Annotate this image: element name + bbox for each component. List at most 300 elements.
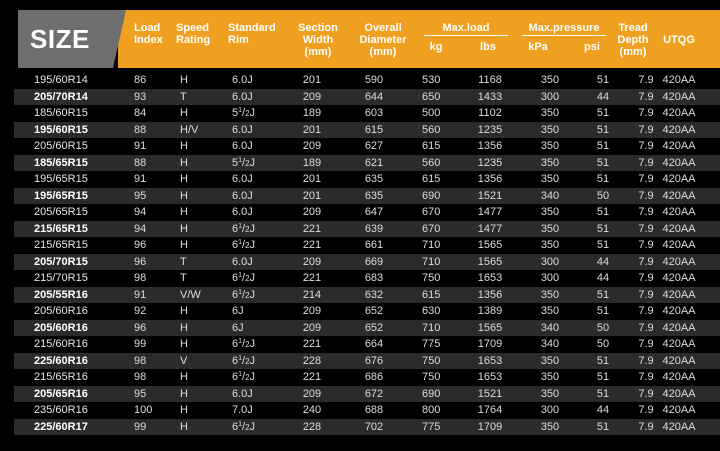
cell-kpa: 350 xyxy=(540,239,560,251)
cell-psi: 51 xyxy=(596,239,610,251)
cell-lbs: 1235 xyxy=(477,156,503,169)
cell-diameter: 683 xyxy=(364,272,384,284)
cell-lbs: 1477 xyxy=(477,206,503,218)
cell-kpa: 350 xyxy=(540,123,560,136)
cell-size: 195/60R14 xyxy=(34,74,88,86)
cell-width: 240 xyxy=(302,404,322,416)
cell-size: 205/60R16 xyxy=(34,305,88,317)
cell-size: 185/65R15 xyxy=(34,156,88,169)
cell-kg: 500 xyxy=(422,107,441,119)
cell-diameter: 676 xyxy=(364,354,384,367)
cell-kpa: 300 xyxy=(540,404,560,416)
cell-diameter: 672 xyxy=(364,387,384,400)
table-row xyxy=(14,237,720,254)
cell-utqg: 420AA xyxy=(662,206,696,218)
cell-utqg: 420AA xyxy=(662,305,696,317)
cell-utqg: 420AA xyxy=(662,338,696,350)
cell-size: 205/60R16 xyxy=(34,321,88,334)
cell-load: 96 xyxy=(134,321,147,334)
table-row xyxy=(14,188,720,205)
cell-size: 215/65R15 xyxy=(34,222,88,235)
cell-kpa: 340 xyxy=(540,189,560,202)
cell-utqg: 420AA xyxy=(662,140,696,152)
cell-load: 94 xyxy=(134,222,147,235)
cell-lbs: 1565 xyxy=(477,239,503,251)
cell-utqg: 420AA xyxy=(662,387,696,400)
cell-kg: 710 xyxy=(422,239,441,251)
cell-rim: 6J xyxy=(232,321,244,334)
cell-kpa: 340 xyxy=(540,321,560,334)
cell-rim: $6^1/2J$ xyxy=(232,420,256,433)
cell-psi: 51 xyxy=(596,387,610,400)
cell-tread: 7.9 xyxy=(638,156,654,169)
cell-tread: 7.9 xyxy=(638,272,654,284)
table-row xyxy=(14,221,720,238)
header-tread-depth: Tread Depth (mm) xyxy=(617,22,649,58)
cell-tread: 7.9 xyxy=(638,123,654,136)
table-row xyxy=(14,320,720,337)
cell-width: 228 xyxy=(302,354,322,367)
cell-diameter: 688 xyxy=(364,404,384,416)
cell-diameter: 621 xyxy=(364,156,384,169)
cell-size: 215/60R16 xyxy=(34,338,88,350)
cell-width: 209 xyxy=(302,387,322,400)
cell-utqg: 420AA xyxy=(662,255,696,268)
cell-psi: 51 xyxy=(596,140,610,152)
cell-rim: $6^1/2J$ xyxy=(232,338,256,350)
cell-lbs: 1653 xyxy=(477,354,503,367)
cell-kg: 670 xyxy=(422,222,441,235)
table-row xyxy=(14,336,720,353)
cell-rim: $5^1/2J$ xyxy=(232,107,256,119)
cell-kg: 530 xyxy=(422,74,441,86)
cell-kpa: 340 xyxy=(540,338,560,350)
table-row xyxy=(14,171,720,188)
cell-lbs: 1709 xyxy=(477,338,503,350)
cell-psi: 50 xyxy=(596,189,610,202)
cell-kpa: 350 xyxy=(540,305,560,317)
cell-rim: 6.0J xyxy=(232,173,253,185)
cell-rim: 6.0J xyxy=(232,189,253,202)
cell-kg: 710 xyxy=(422,255,441,268)
cell-diameter: 652 xyxy=(364,321,384,334)
cell-speed: H xyxy=(180,420,188,433)
cell-width: 214 xyxy=(302,288,322,301)
cell-utqg: 420AA xyxy=(662,272,696,284)
cell-load: 86 xyxy=(134,74,147,86)
table-row xyxy=(14,155,720,172)
cell-kg: 615 xyxy=(422,173,441,185)
cell-utqg: 420AA xyxy=(662,420,696,433)
cell-size: 205/60R15 xyxy=(34,140,88,152)
cell-speed: H xyxy=(180,338,188,350)
cell-kg: 750 xyxy=(422,272,441,284)
table-row xyxy=(14,353,720,370)
cell-tread: 7.9 xyxy=(638,387,654,400)
cell-diameter: 627 xyxy=(364,140,384,152)
cell-size: 205/65R16 xyxy=(34,387,88,400)
table-row xyxy=(14,138,720,155)
cell-kpa: 350 xyxy=(540,288,560,301)
cell-tread: 7.9 xyxy=(638,107,654,119)
cell-lbs: 1565 xyxy=(477,255,503,268)
cell-kg: 630 xyxy=(422,305,441,317)
cell-width: 189 xyxy=(302,107,322,119)
cell-diameter: 644 xyxy=(364,90,384,103)
cell-speed: H xyxy=(180,140,188,152)
cell-kpa: 350 xyxy=(540,420,560,433)
cell-rim: $6^1/2J$ xyxy=(232,239,256,251)
table-row xyxy=(14,72,720,89)
cell-diameter: 702 xyxy=(364,420,384,433)
cell-load: 91 xyxy=(134,173,147,185)
cell-size: 195/60R15 xyxy=(34,123,88,136)
table-row xyxy=(14,303,720,320)
cell-utqg: 420AA xyxy=(662,354,696,367)
cell-tread: 7.9 xyxy=(638,255,654,268)
cell-kpa: 350 xyxy=(540,173,560,185)
table-row xyxy=(14,254,720,271)
cell-width: 221 xyxy=(302,222,322,235)
cell-kg: 775 xyxy=(422,338,441,350)
cell-psi: 51 xyxy=(596,123,610,136)
cell-utqg: 420AA xyxy=(662,189,696,202)
cell-psi: 51 xyxy=(596,288,610,301)
header-max-pressure-psi: psi xyxy=(584,41,600,53)
table-row xyxy=(14,369,720,386)
cell-lbs: 1653 xyxy=(477,272,503,284)
cell-psi: 44 xyxy=(596,255,610,268)
cell-width: 221 xyxy=(302,239,322,251)
cell-psi: 50 xyxy=(596,321,610,334)
cell-tread: 7.9 xyxy=(638,206,654,218)
cell-size: 185/60R15 xyxy=(34,107,88,119)
cell-tread: 7.9 xyxy=(638,173,654,185)
cell-speed: T xyxy=(180,255,187,268)
cell-psi: 44 xyxy=(596,272,610,284)
cell-kg: 560 xyxy=(422,156,441,169)
cell-width: 209 xyxy=(302,321,322,334)
cell-lbs: 1356 xyxy=(477,173,503,185)
cell-speed: V/W xyxy=(180,288,201,301)
cell-psi: 51 xyxy=(596,173,610,185)
table-header xyxy=(0,0,720,70)
cell-psi: 51 xyxy=(596,305,610,317)
cell-rim: 7.0J xyxy=(232,404,253,416)
table-row xyxy=(14,105,720,122)
cell-utqg: 420AA xyxy=(662,74,696,86)
cell-load: 88 xyxy=(134,156,147,169)
cell-kpa: 350 xyxy=(540,371,560,383)
cell-width: 209 xyxy=(302,206,322,218)
cell-diameter: 615 xyxy=(364,123,384,136)
cell-lbs: 1653 xyxy=(477,371,503,383)
table-row xyxy=(14,270,720,287)
cell-kpa: 350 xyxy=(540,387,560,400)
cell-load: 96 xyxy=(134,239,147,251)
cell-diameter: 590 xyxy=(364,74,384,86)
cell-psi: 51 xyxy=(596,107,610,119)
cell-kg: 670 xyxy=(422,206,441,218)
cell-kpa: 300 xyxy=(540,255,560,268)
cell-size: 215/70R15 xyxy=(34,272,88,284)
cell-load: 99 xyxy=(134,420,147,433)
cell-load: 100 xyxy=(134,404,153,416)
cell-size: 205/55R16 xyxy=(34,288,88,301)
cell-lbs: 1433 xyxy=(477,90,503,103)
cell-width: 201 xyxy=(302,123,322,136)
cell-kpa: 300 xyxy=(540,272,560,284)
cell-utqg: 420AA xyxy=(662,321,696,334)
cell-diameter: 686 xyxy=(364,371,384,383)
cell-kpa: 300 xyxy=(540,90,560,103)
cell-lbs: 1521 xyxy=(477,189,503,202)
cell-speed: H xyxy=(180,107,188,119)
cell-tread: 7.9 xyxy=(638,288,654,301)
table-row xyxy=(14,386,720,403)
table-row xyxy=(14,402,720,419)
cell-psi: 51 xyxy=(596,74,610,86)
cell-lbs: 1356 xyxy=(477,140,503,152)
cell-utqg: 420AA xyxy=(662,90,696,103)
cell-tread: 7.9 xyxy=(638,222,654,235)
cell-speed: H xyxy=(180,74,188,86)
cell-lbs: 1565 xyxy=(477,321,503,334)
cell-load: 98 xyxy=(134,354,147,367)
cell-rim: 6.0J xyxy=(232,90,253,103)
cell-size: 205/70R14 xyxy=(34,90,88,103)
cell-size: 205/70R15 xyxy=(34,255,88,268)
cell-tread: 7.9 xyxy=(638,74,654,86)
cell-speed: H xyxy=(180,239,188,251)
header-load-index: Load Index xyxy=(134,22,163,46)
table-row xyxy=(14,89,720,106)
cell-rim: $6^1/2J$ xyxy=(232,371,256,383)
cell-size: 215/65R16 xyxy=(34,371,88,383)
cell-psi: 44 xyxy=(596,404,610,416)
cell-size: 195/65R15 xyxy=(34,189,88,202)
cell-speed: H xyxy=(180,173,188,185)
cell-rim: 6.0J xyxy=(232,206,253,218)
cell-tread: 7.9 xyxy=(638,305,654,317)
cell-utqg: 420AA xyxy=(662,107,696,119)
cell-diameter: 635 xyxy=(364,189,384,202)
cell-width: 209 xyxy=(302,90,322,103)
cell-kg: 615 xyxy=(422,288,441,301)
cell-lbs: 1235 xyxy=(477,123,503,136)
cell-load: 99 xyxy=(134,338,147,350)
cell-psi: 51 xyxy=(596,354,610,367)
cell-rim: $6^1/2J$ xyxy=(232,354,256,367)
header-speed-rating: Speed Rating xyxy=(176,22,211,46)
cell-width: 221 xyxy=(302,338,322,350)
cell-speed: H xyxy=(180,404,188,416)
cell-psi: 51 xyxy=(596,371,610,383)
cell-diameter: 661 xyxy=(364,239,384,251)
cell-speed: H xyxy=(180,305,188,317)
cell-load: 98 xyxy=(134,272,147,284)
table-row xyxy=(14,287,720,304)
cell-load: 88 xyxy=(134,123,147,136)
cell-tread: 7.9 xyxy=(638,239,654,251)
cell-tread: 7.9 xyxy=(638,189,654,202)
cell-lbs: 1168 xyxy=(478,74,502,86)
cell-size: 225/60R17 xyxy=(34,420,88,433)
cell-psi: 51 xyxy=(596,420,610,433)
cell-tread: 7.9 xyxy=(638,90,654,103)
cell-lbs: 1389 xyxy=(477,305,503,317)
table-row xyxy=(14,419,720,436)
cell-width: 221 xyxy=(302,371,322,383)
cell-utqg: 420AA xyxy=(662,239,696,251)
header-max-load: Max.load xyxy=(424,22,508,36)
header-max-pressure-kpa: kPa xyxy=(528,41,548,53)
cell-size: 215/65R15 xyxy=(34,239,88,251)
cell-tread: 7.9 xyxy=(638,404,654,416)
cell-utqg: 420AA xyxy=(662,156,696,169)
cell-kpa: 350 xyxy=(540,354,560,367)
cell-diameter: 647 xyxy=(364,206,384,218)
cell-rim: 6.0J xyxy=(232,74,253,86)
header-overall-diameter: Overall Diameter (mm) xyxy=(359,22,407,58)
cell-width: 209 xyxy=(302,140,322,152)
cell-tread: 7.9 xyxy=(638,321,654,334)
cell-speed: T xyxy=(180,272,187,284)
cell-kg: 560 xyxy=(422,123,441,136)
cell-rim: $6^1/2J$ xyxy=(232,272,256,284)
cell-psi: 51 xyxy=(596,206,610,218)
cell-lbs: 1102 xyxy=(478,107,502,119)
cell-kg: 615 xyxy=(422,140,441,152)
cell-tread: 7.9 xyxy=(638,140,654,152)
size-label: SIZE xyxy=(30,24,90,54)
cell-utqg: 420AA xyxy=(662,123,696,136)
cell-width: 209 xyxy=(302,255,322,268)
cell-size: 235/60R16 xyxy=(34,404,88,416)
cell-kpa: 350 xyxy=(540,107,560,119)
cell-speed: H xyxy=(180,156,188,169)
cell-kpa: 350 xyxy=(540,222,560,235)
cell-rim: 6.0J xyxy=(232,140,253,152)
cell-rim: $5^1/2J$ xyxy=(232,156,256,169)
cell-size: 195/65R15 xyxy=(34,173,88,185)
cell-load: 93 xyxy=(134,90,147,103)
cell-load: 91 xyxy=(134,140,147,152)
cell-kpa: 350 xyxy=(540,140,560,152)
cell-diameter: 664 xyxy=(364,338,384,350)
cell-lbs: 1709 xyxy=(477,420,503,433)
cell-tread: 7.9 xyxy=(638,371,654,383)
cell-utqg: 420AA xyxy=(662,173,696,185)
cell-diameter: 652 xyxy=(364,305,384,317)
header-max-load-kg: kg xyxy=(429,41,443,53)
cell-kg: 750 xyxy=(422,371,441,383)
cell-rim: $6^1/2J$ xyxy=(232,222,256,235)
cell-kg: 690 xyxy=(422,189,441,202)
cell-width: 201 xyxy=(302,189,322,202)
cell-utqg: 420AA xyxy=(662,288,696,301)
cell-diameter: 635 xyxy=(364,173,384,185)
cell-utqg: 420AA xyxy=(662,222,696,235)
cell-kpa: 350 xyxy=(540,74,560,86)
table-row xyxy=(14,122,720,139)
cell-width: 201 xyxy=(302,74,322,86)
cell-speed: H xyxy=(180,387,188,400)
cell-lbs: 1477 xyxy=(477,222,503,235)
cell-load: 92 xyxy=(134,305,147,317)
cell-rim: $6^1/2J$ xyxy=(232,288,256,301)
cell-speed: H xyxy=(180,189,188,202)
cell-diameter: 603 xyxy=(364,107,384,119)
cell-rim: 6J xyxy=(232,305,244,317)
cell-width: 189 xyxy=(302,156,322,169)
cell-load: 96 xyxy=(134,255,147,268)
cell-lbs: 1521 xyxy=(477,387,503,400)
cell-speed: H/V xyxy=(180,123,199,136)
cell-kg: 690 xyxy=(422,387,441,400)
cell-kpa: 350 xyxy=(540,156,560,169)
cell-kpa: 350 xyxy=(540,206,560,218)
header-max-load-lbs: lbs xyxy=(480,41,496,53)
cell-size: 205/65R15 xyxy=(34,206,88,218)
cell-diameter: 669 xyxy=(364,255,384,268)
cell-psi: 50 xyxy=(596,338,610,350)
cell-kg: 750 xyxy=(422,354,441,367)
cell-kg: 710 xyxy=(422,321,441,334)
cell-tread: 7.9 xyxy=(638,354,654,367)
cell-utqg: 420AA xyxy=(662,371,696,383)
cell-load: 95 xyxy=(134,387,147,400)
cell-load: 98 xyxy=(134,371,147,383)
cell-rim: 6.0J xyxy=(232,255,253,268)
cell-lbs: 1764 xyxy=(477,404,503,416)
tire-spec-table xyxy=(14,72,720,435)
cell-width: 201 xyxy=(302,173,322,185)
cell-lbs: 1356 xyxy=(477,288,503,301)
cell-kg: 800 xyxy=(422,404,441,416)
cell-load: 84 xyxy=(134,107,147,119)
cell-speed: H xyxy=(180,371,188,383)
cell-speed: V xyxy=(180,354,188,367)
cell-kg: 775 xyxy=(422,420,441,433)
cell-utqg: 420AA xyxy=(662,404,696,416)
cell-diameter: 639 xyxy=(364,222,384,235)
header-standard-rim: Standard Rim xyxy=(228,22,276,46)
cell-rim: 6.0J xyxy=(232,387,253,400)
cell-width: 228 xyxy=(302,420,322,433)
cell-kg: 650 xyxy=(422,90,441,103)
cell-tread: 7.9 xyxy=(638,420,654,433)
cell-load: 91 xyxy=(134,288,147,301)
cell-diameter: 632 xyxy=(364,288,384,301)
header-max-pressure: Max.pressure xyxy=(522,22,606,36)
cell-tread: 7.9 xyxy=(638,338,654,350)
cell-width: 221 xyxy=(302,272,322,284)
cell-speed: H xyxy=(180,321,188,334)
cell-speed: T xyxy=(180,90,187,103)
cell-width: 209 xyxy=(302,305,322,317)
header-utqg: UTQG xyxy=(663,34,695,46)
cell-rim: 6.0J xyxy=(232,123,253,136)
cell-speed: H xyxy=(180,206,188,218)
table-row xyxy=(14,204,720,221)
cell-psi: 51 xyxy=(596,222,610,235)
cell-load: 95 xyxy=(134,189,147,202)
cell-psi: 44 xyxy=(596,90,610,103)
cell-psi: 51 xyxy=(596,156,610,169)
cell-speed: H xyxy=(180,222,188,235)
header-section-width: Section Width (mm) xyxy=(298,22,338,58)
